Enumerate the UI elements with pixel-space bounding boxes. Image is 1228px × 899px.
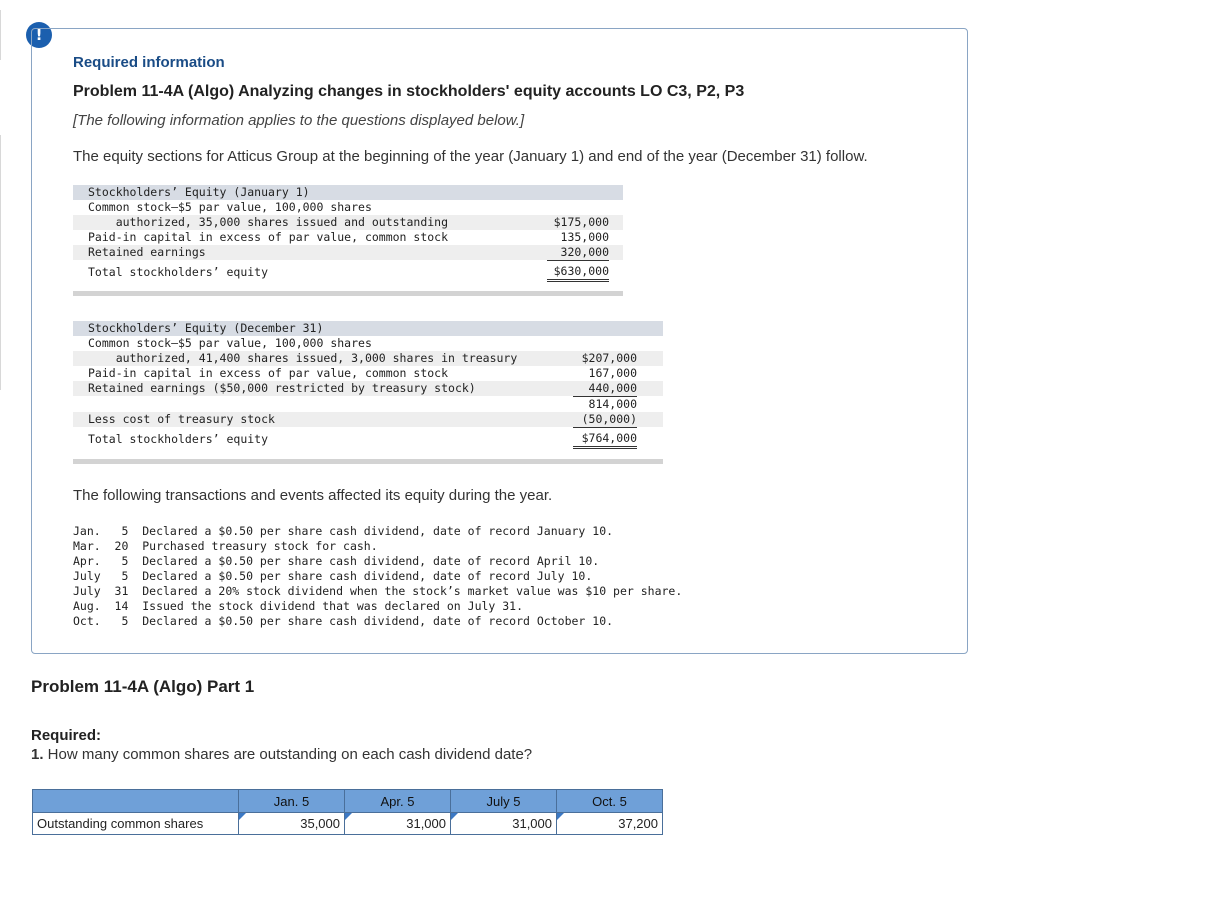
amount-paid-in-capital: 167,000 — [588, 366, 637, 380]
line-label: Common stock—$5 par value, 100,000 shares — [88, 336, 372, 350]
column-header: Oct. 5 — [557, 790, 663, 813]
amount-common-stock: $207,000 — [581, 351, 637, 365]
amount-paid-in-capital: 135,000 — [560, 230, 609, 244]
answer-value: 31,000 — [406, 816, 446, 831]
answer-value: 37,200 — [618, 816, 658, 831]
line-label: Paid-in capital in excess of par value, common stock — [88, 230, 449, 244]
statement-row — [73, 262, 623, 282]
applies-note: [The following information applies to the questions displayed below.] — [73, 112, 525, 129]
transaction-item: Jan. 5 Declared a $0.50 per share cash dividend, date of record January 10. — [73, 524, 614, 538]
statement-january — [73, 185, 623, 297]
answer-cell-july5[interactable] — [451, 813, 557, 835]
transaction-item: Oct. 5 Declared a $0.50 per share cash dividend, date of record October 10. — [73, 614, 614, 628]
alert-icon: ! — [26, 22, 52, 48]
input-flag-icon — [239, 813, 246, 820]
required-information-heading: Required information — [73, 54, 225, 71]
required-label: Required: — [31, 727, 102, 744]
answer-value: 35,000 — [300, 816, 340, 831]
amount-treasury-stock: (50,000) — [573, 412, 637, 428]
line-label: authorized, 41,400 shares issued, 3,000 shares in treasury — [88, 351, 518, 365]
answer-cell-apr5[interactable] — [345, 813, 451, 835]
column-header: Apr. 5 — [345, 790, 451, 813]
amount-subtotal: 814,000 — [588, 397, 637, 411]
problem-title: Problem 11-4A (Algo) Analyzing changes in stockholders' equity accounts LO C3, P2, P3 — [73, 83, 745, 100]
line-label: authorized, 35,000 shares issued and outstanding — [88, 215, 449, 229]
column-header: July 5 — [451, 790, 557, 813]
line-label: Common stock—$5 par value, 100,000 shares — [88, 200, 372, 214]
answer-value: 31,000 — [512, 816, 552, 831]
row-label: Outstanding common shares — [33, 813, 239, 835]
intro-text: The equity sections for Atticus Group at the beginning of the year (January 1) and end of the year (December 31) follow. — [73, 148, 868, 165]
line-label: Retained earnings — [88, 245, 206, 259]
amount-common-stock: $175,000 — [553, 215, 609, 229]
transactions-heading: The following transactions and events affected its equity during the year. — [73, 487, 553, 504]
transaction-item: July 5 Declared a $0.50 per share cash dividend, date of record July 10. — [73, 569, 593, 583]
header-blank-cell — [33, 790, 239, 813]
statement-row — [73, 245, 623, 260]
left-edge-line — [0, 135, 1, 390]
statement-footer-bar — [73, 291, 623, 296]
statement-title-row — [73, 185, 623, 200]
input-flag-icon — [557, 813, 564, 820]
part-title: Problem 11-4A (Algo) Part 1 — [31, 677, 255, 696]
amount-total-equity: $764,000 — [573, 431, 637, 449]
amount-retained-earnings: 440,000 — [573, 381, 637, 397]
answer-table — [32, 789, 663, 835]
line-label: Less cost of treasury stock — [88, 412, 275, 426]
question-body: How many common shares are outstanding on each cash dividend date? — [43, 746, 533, 763]
input-flag-icon — [345, 813, 352, 820]
line-label: Total stockholders’ equity — [88, 265, 269, 279]
answer-cell-jan5[interactable] — [239, 813, 345, 835]
amount-total-equity: $630,000 — [547, 264, 609, 282]
statement-row — [73, 230, 623, 245]
transaction-item: Mar. 20 Purchased treasury stock for cash. — [73, 539, 378, 553]
transaction-item: Apr. 5 Declared a $0.50 per share cash dividend, date of record April 10. — [73, 554, 600, 568]
statement-title: Stockholders’ Equity (January 1) — [88, 185, 310, 199]
statement-title-row — [73, 321, 663, 336]
line-label: Total stockholders’ equity — [88, 432, 269, 446]
transaction-item: July 31 Declared a 20% stock dividend when the stock’s market value was $10 per share. — [73, 584, 683, 598]
statement-row — [73, 215, 623, 230]
question-number: 1. — [31, 746, 44, 763]
left-edge-line — [0, 10, 1, 60]
line-label: Retained earnings ($50,000 restricted by treasury stock) — [88, 381, 476, 395]
input-flag-icon — [451, 813, 458, 820]
line-label: Paid-in capital in excess of par value, common stock — [88, 366, 449, 380]
statement-title: Stockholders’ Equity (December 31) — [88, 321, 324, 335]
answer-cell-oct5[interactable] — [557, 813, 663, 835]
statement-row — [73, 200, 623, 215]
statement-footer-bar — [73, 459, 663, 464]
statement-row — [73, 336, 663, 351]
answer-row — [33, 813, 663, 835]
amount-retained-earnings: 320,000 — [547, 245, 609, 261]
question-text — [31, 746, 532, 763]
statement-december — [73, 321, 663, 466]
transaction-item: Aug. 14 Issued the stock dividend that was declared on July 31. — [73, 599, 524, 613]
answer-header-row — [33, 790, 663, 813]
column-header: Jan. 5 — [239, 790, 345, 813]
